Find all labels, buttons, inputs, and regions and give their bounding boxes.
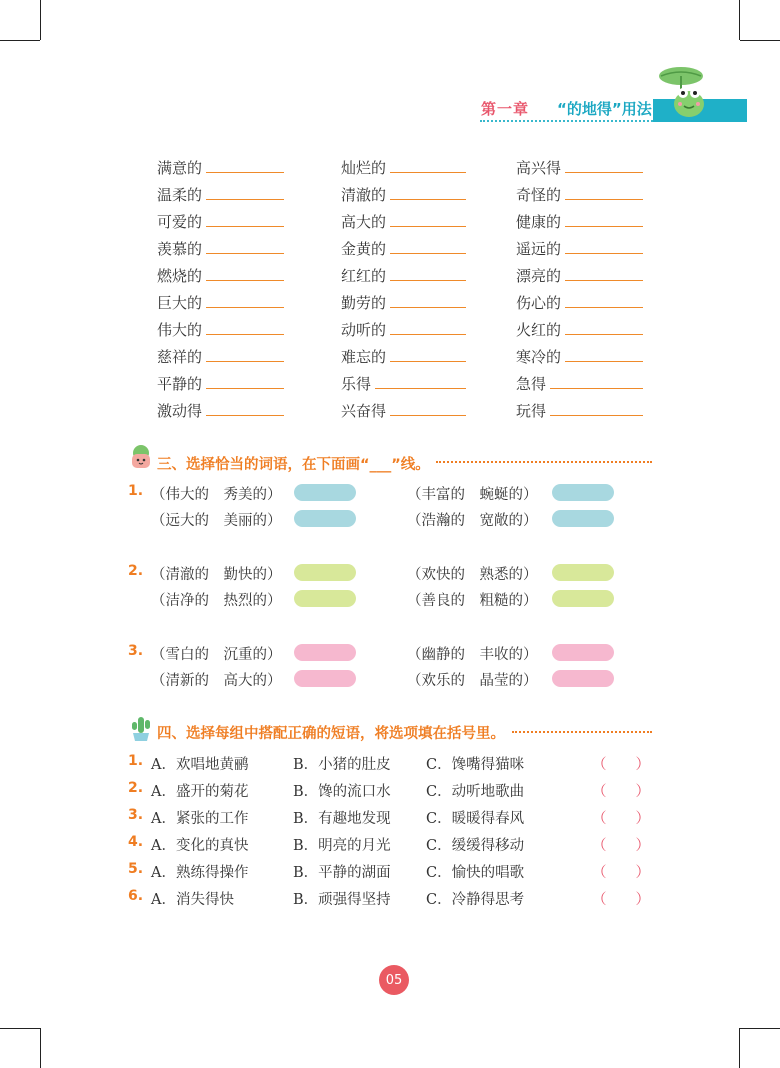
answer-blank-line[interactable] [565,158,643,173]
option-b: B．小猪的肚皮 [293,757,391,773]
answer-pill[interactable] [552,670,614,687]
word-label: 寒冷的 [516,348,562,366]
word-label: 红红的 [341,267,387,285]
answer-blank-line[interactable] [206,239,284,254]
answer-blank-line[interactable] [206,347,284,362]
word-fill-item [516,319,643,340]
word-fill-item [341,238,466,259]
answer-pill[interactable] [294,484,356,501]
answer-blank-line[interactable] [206,212,284,227]
answer-pill[interactable] [294,564,356,581]
option-b: B．有趣地发现 [293,811,391,827]
answer-pill[interactable] [552,590,614,607]
section3-dots [436,461,652,463]
answer-blank-line[interactable] [565,293,643,308]
answer-bracket[interactable]: （ ） [592,838,650,854]
chapter-label: 第一章 [481,100,530,118]
answer-pill[interactable] [552,484,614,501]
word-label: 高兴得 [516,159,562,177]
word-label: 清澈的 [341,186,387,204]
option-c: C．馋嘴得猫咪 [426,757,525,773]
word-choice-pair[interactable]: （雪白的 沉重的） [151,647,282,663]
answer-blank-line[interactable] [390,158,466,173]
option-b: B．顽强得坚持 [293,892,391,908]
answer-pill[interactable] [552,644,614,661]
word-choice-pair[interactable]: （洁净的 热烈的） [151,593,282,609]
answer-blank-line[interactable] [390,347,466,362]
answer-pill[interactable] [294,644,356,661]
answer-blank-line[interactable] [206,266,284,281]
word-fill-item [516,184,643,205]
word-choice-pair[interactable]: （远大的 美丽的） [151,513,282,529]
word-fill-item [157,373,284,394]
answer-blank-line[interactable] [390,320,466,335]
option-c: C．缓缓得移动 [426,838,525,854]
answer-bracket[interactable]: （ ） [592,811,650,827]
option-c: C．动听地歌曲 [426,784,525,800]
page-number: 05 [379,965,409,995]
word-label: 漂亮的 [516,267,562,285]
word-fill-item [157,400,284,421]
word-label: 急得 [516,375,547,393]
question-number: 1. [128,753,144,769]
option-c: C．愉快的唱歌 [426,865,525,881]
cactus-face-icon [129,444,153,470]
option-a: A．熟练得操作 [151,865,249,881]
word-fill-item [157,184,284,205]
section4-title: 四、选择每组中搭配正确的短语，将选项填在括号里。 [157,726,505,742]
word-fill-item [157,265,284,286]
answer-pill[interactable] [294,510,356,527]
word-fill-item [157,157,284,178]
word-label: 温柔的 [157,186,203,204]
word-label: 燃烧的 [157,267,203,285]
word-fill-item [341,373,466,394]
header-dotted-line [480,120,680,122]
word-label: 灿烂的 [341,159,387,177]
frog-umbrella-icon [655,62,715,122]
answer-pill[interactable] [294,590,356,607]
word-label: 激动得 [157,402,203,420]
word-fill-item [516,400,643,421]
answer-blank-line[interactable] [550,374,643,389]
option-b: B．平静的湖面 [293,865,391,881]
option-a: A．盛开的菊花 [151,784,249,800]
word-fill-item [157,211,284,232]
question-number: 6. [128,888,144,904]
word-label: 平静的 [157,375,203,393]
answer-blank-line[interactable] [565,347,643,362]
word-fill-item [341,157,466,178]
word-fill-item [157,319,284,340]
word-fill-item [341,184,466,205]
cactus-pot-icon [129,713,153,743]
word-fill-item [157,292,284,313]
word-choice-pair[interactable]: （欢乐的 晶莹的） [407,673,538,689]
word-label: 遥远的 [516,240,562,258]
word-label: 慈祥的 [157,348,203,366]
word-fill-item [516,157,643,178]
answer-blank-line[interactable] [206,185,284,200]
word-label: 勤劳的 [341,294,387,312]
answer-bracket[interactable]: （ ） [592,784,650,800]
question-number: 2. [128,563,144,579]
question-number: 1. [128,483,144,499]
word-label: 奇怪的 [516,186,562,204]
answer-blank-line[interactable] [565,185,643,200]
section3-title: 三、选择恰当的词语，在下面画“___”线。 [157,457,430,473]
option-a: A．变化的真快 [151,838,249,854]
word-fill-item [341,319,466,340]
word-fill-item [516,346,643,367]
option-b: B．明亮的月光 [293,838,391,854]
question-number: 2. [128,780,144,796]
question-number: 4. [128,834,144,850]
option-c: C．冷静得思考 [426,892,525,908]
word-choice-pair[interactable]: （欢快的 熟悉的） [407,567,538,583]
word-label: 金黄的 [341,240,387,258]
answer-bracket[interactable]: （ ） [592,865,650,881]
word-label: 难忘的 [341,348,387,366]
word-choice-pair[interactable]: （浩瀚的 宽敞的） [407,513,538,529]
word-fill-item [516,211,643,232]
word-choice-pair[interactable]: （善良的 粗糙的） [407,593,538,609]
answer-blank-line[interactable] [390,212,466,227]
word-choice-pair[interactable]: （伟大的 秀美的） [151,487,282,503]
answer-blank-line[interactable] [390,266,466,281]
section4-dots [512,731,652,733]
answer-bracket[interactable]: （ ） [592,892,650,908]
word-fill-item [516,238,643,259]
word-label: 巨大的 [157,294,203,312]
word-fill-item [516,265,643,286]
word-fill-item [341,292,466,313]
answer-blank-line[interactable] [565,266,643,281]
answer-blank-line[interactable] [550,401,643,416]
word-fill-item [341,265,466,286]
word-label: 伤心的 [516,294,562,312]
word-fill-item [341,346,466,367]
word-label: 兴奋得 [341,402,387,420]
word-label: 高大的 [341,213,387,231]
question-number: 3. [128,643,144,659]
answer-blank-line[interactable] [565,212,643,227]
word-label: 健康的 [516,213,562,231]
word-fill-item [341,211,466,232]
option-c: C．暖暖得春风 [426,811,525,827]
question-number: 3. [128,807,144,823]
word-label: 火红的 [516,321,562,339]
answer-blank-line[interactable] [206,374,284,389]
answer-blank-line[interactable] [206,293,284,308]
word-label: 可爱的 [157,213,203,231]
word-fill-item [157,346,284,367]
word-label: 玩得 [516,402,547,420]
word-fill-item [341,400,466,421]
word-choice-pair[interactable]: （丰富的 蜿蜒的） [407,487,538,503]
word-label: 羡慕的 [157,240,203,258]
word-choice-pair[interactable]: （清新的 高大的） [151,673,282,689]
word-choice-pair[interactable]: （清澈的 勤快的） [151,567,282,583]
word-choice-pair[interactable]: （幽静的 丰收的） [407,647,538,663]
answer-bracket[interactable]: （ ） [592,757,650,773]
option-b: B．馋的流口水 [293,784,391,800]
answer-blank-line[interactable] [390,401,466,416]
word-label: 乐得 [341,375,372,393]
answer-blank-line[interactable] [206,320,284,335]
word-label: 满意的 [157,159,203,177]
chapter-title: “的地得”用法 [557,100,652,118]
answer-pill[interactable] [294,670,356,687]
word-label: 伟大的 [157,321,203,339]
answer-blank-line[interactable] [390,293,466,308]
word-fill-item [516,292,643,313]
answer-blank-line[interactable] [375,374,466,389]
answer-blank-line[interactable] [390,185,466,200]
option-a: A．欢唱地黄鹂 [151,757,249,773]
answer-blank-line[interactable] [565,320,643,335]
answer-pill[interactable] [552,564,614,581]
word-fill-item [157,238,284,259]
answer-blank-line[interactable] [390,239,466,254]
option-a: A．消失得快 [151,892,234,908]
question-number: 5. [128,861,144,877]
word-label: 动听的 [341,321,387,339]
answer-blank-line[interactable] [206,401,284,416]
answer-blank-line[interactable] [206,158,284,173]
answer-pill[interactable] [552,510,614,527]
word-fill-item [516,373,643,394]
answer-blank-line[interactable] [565,239,643,254]
option-a: A．紧张的工作 [151,811,249,827]
